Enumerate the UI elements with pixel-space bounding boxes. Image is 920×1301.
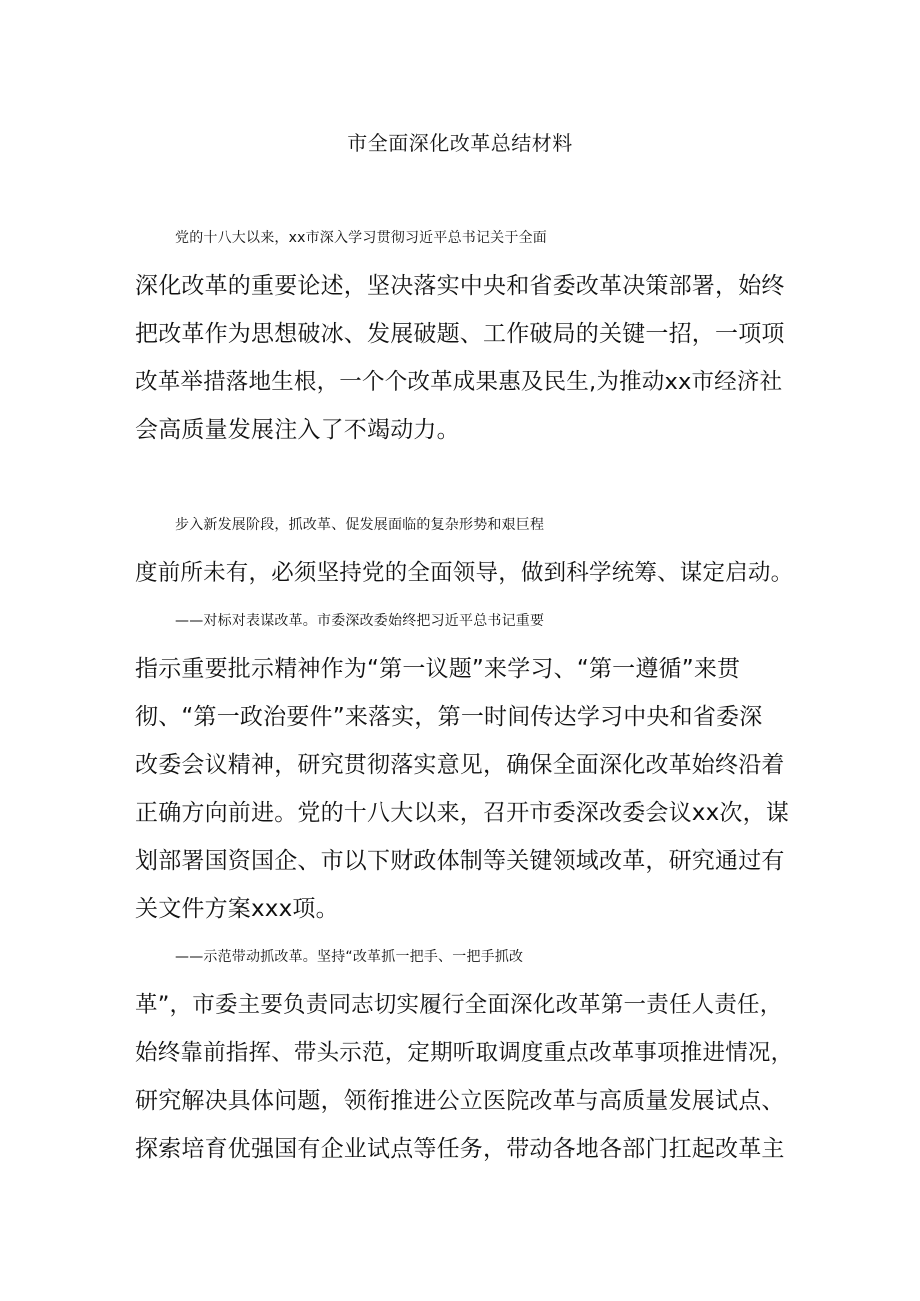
paragraph-4-line: ——示范带动抓改革。坚持“改革抓一把手、一把手抓改 — [175, 949, 524, 965]
paragraph-1-line: 党的十八大以来，xx市深入学习贯彻习近平总书记关于全面 — [175, 230, 547, 246]
paragraph-1-line: 会高质量发展注入了不竭动力。 — [135, 417, 460, 443]
paragraph-4-line: 探索培育优强国有企业试点等任务，带动各地各部门扛起改革主 — [135, 1136, 785, 1162]
paragraph-3-line: 正确方向前进。党的十八大以来，召开市委深改委会议xx次，谋 — [135, 800, 790, 826]
document-title: 市全面深化改革总结材料 — [347, 131, 573, 155]
paragraph-3-line: 划部署国资国企、市以下财政体制等关键领域改革，研究通过有 — [135, 848, 785, 874]
paragraph-4-line: 革”，市委主要负责同志切实履行全面深化改革第一责任人责任， — [135, 992, 783, 1018]
paragraph-2-line: 步入新发展阶段，抓改革、促发展面临的复杂形势和艰巨程 — [175, 517, 545, 533]
paragraph-1-line: 把改革作为思想破冰、发展破题、工作破局的关键一招，一项项 — [135, 321, 785, 347]
paragraph-1-line: 改革举措落地生根，一个个改革成果惠及民生,为推动xx市经济社 — [135, 369, 783, 395]
paragraph-4-line: 始终靠前指挥、带头示范，定期听取调度重点改革事项推进情况， — [135, 1040, 794, 1066]
paragraph-3-line: 彻、“第一政治要件”来落实，第一时间传达学习中央和省委深 — [135, 704, 763, 730]
paragraph-1-line: 深化改革的重要论述，坚决落实中央和省委改革决策部署，始终 — [135, 273, 785, 299]
paragraph-3-line: ——对标对表谋改革。市委深改委始终把习近平总书记重要 — [175, 613, 545, 629]
paragraph-2-line: 度前所未有，必须坚持党的全面领导，做到科学统筹、谋定启动。 — [135, 560, 794, 586]
paragraph-3-line: 指示重要批示精神作为“第一议题”来学习、“第一遵循”来贯 — [135, 656, 741, 682]
paragraph-3-line: 改委会议精神，研究贯彻落实意见，确保全面深化改革始终沿着 — [135, 752, 785, 778]
paragraph-4-line: 研究解决具体问题，领衔推进公立医院改革与高质量发展试点、 — [135, 1088, 785, 1114]
paragraph-3-line: 关文件方案xxx项。 — [135, 896, 339, 922]
